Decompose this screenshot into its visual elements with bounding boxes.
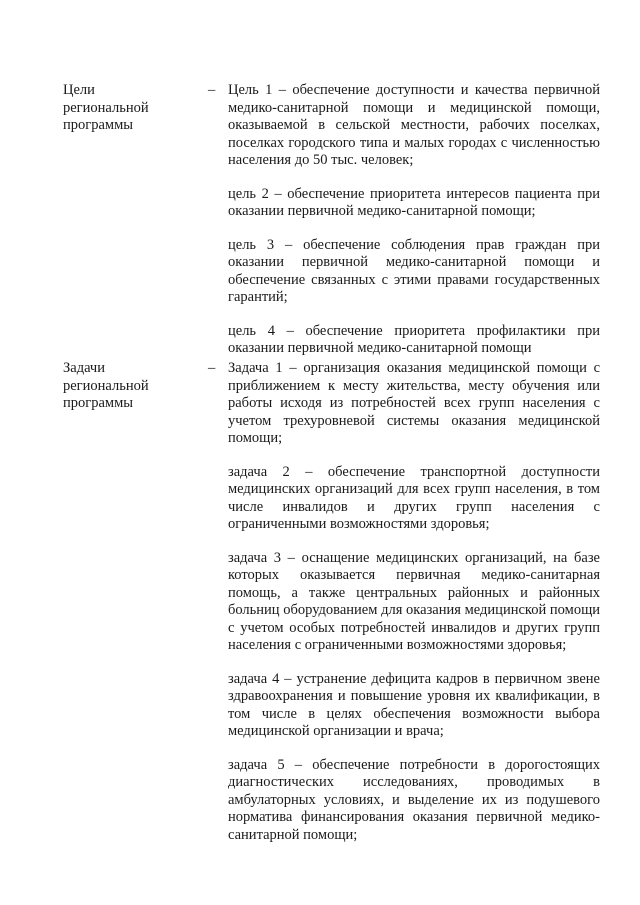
- task-item-3: задача 3 – оснащение медицинских организаций, на базе которых оказывается первичная медико-санитарная помощь, а также центральных районных и районных больниц оборудованием для оказания медицинской помощи с учетом особых потребностей инвалидов и других групп населения с ограниченными возможностями здоровья;: [228, 549, 600, 653]
- goals-list: [228, 82, 600, 374]
- task-item-1: Задача 1 – организация оказания медицинской помощи с приближением к месту жительства, месту обучения или работы исходя из потребностей всех групп населения с учетом трехуровневой системы оказания медицинской помощи;: [228, 360, 600, 446]
- task-item-2: задача 2 – обеспечение транспортной доступности медицинских организаций для всех групп населения, в том числе инвалидов и других групп населения с ограниченными возможностями здоровья;: [228, 463, 600, 532]
- tasks-list: [228, 360, 600, 860]
- tasks-label: Задачи региональной программы: [63, 360, 149, 411]
- tasks-dash: –: [208, 360, 216, 376]
- goals-label: Цели региональной программы: [63, 82, 149, 133]
- goal-item-2: цель 2 – обеспечение приоритета интересов пациента при оказании первичной медико-санитарной помощи;: [228, 185, 600, 219]
- goals-dash: –: [208, 82, 216, 98]
- goal-item-3: цель 3 – обеспечение соблюдения прав граждан при оказании первичной медико-санитарной помощи и обеспечение связанных с этими правами государственных гарантий;: [228, 236, 600, 305]
- goal-item-1: Цель 1 – обеспечение доступности и качества первичной медико-санитарной помощи и медицинской помощи, оказываемой в сельской местности, рабочих поселках, поселках городского типа и малых городах с численностью населения до 50 тыс. человек;: [228, 82, 600, 168]
- task-item-5: задача 5 – обеспечение потребности в дорогостоящих диагностических исследованиях, проводимых в амбулаторных условиях, и выделение их из подушевого норматива финансирования оказания первичной медико-санитарной помощи;: [228, 756, 600, 843]
- goal-item-4: цель 4 – обеспечение приоритета профилактики при оказании первичной медико-санитарной помощи: [228, 322, 600, 356]
- task-item-4: задача 4 – устранение дефицита кадров в первичном звене здравоохранения и повышение уровня их квалификации, в том числе в целях обеспечения возможности выбора медицинской организации и врача;: [228, 670, 600, 739]
